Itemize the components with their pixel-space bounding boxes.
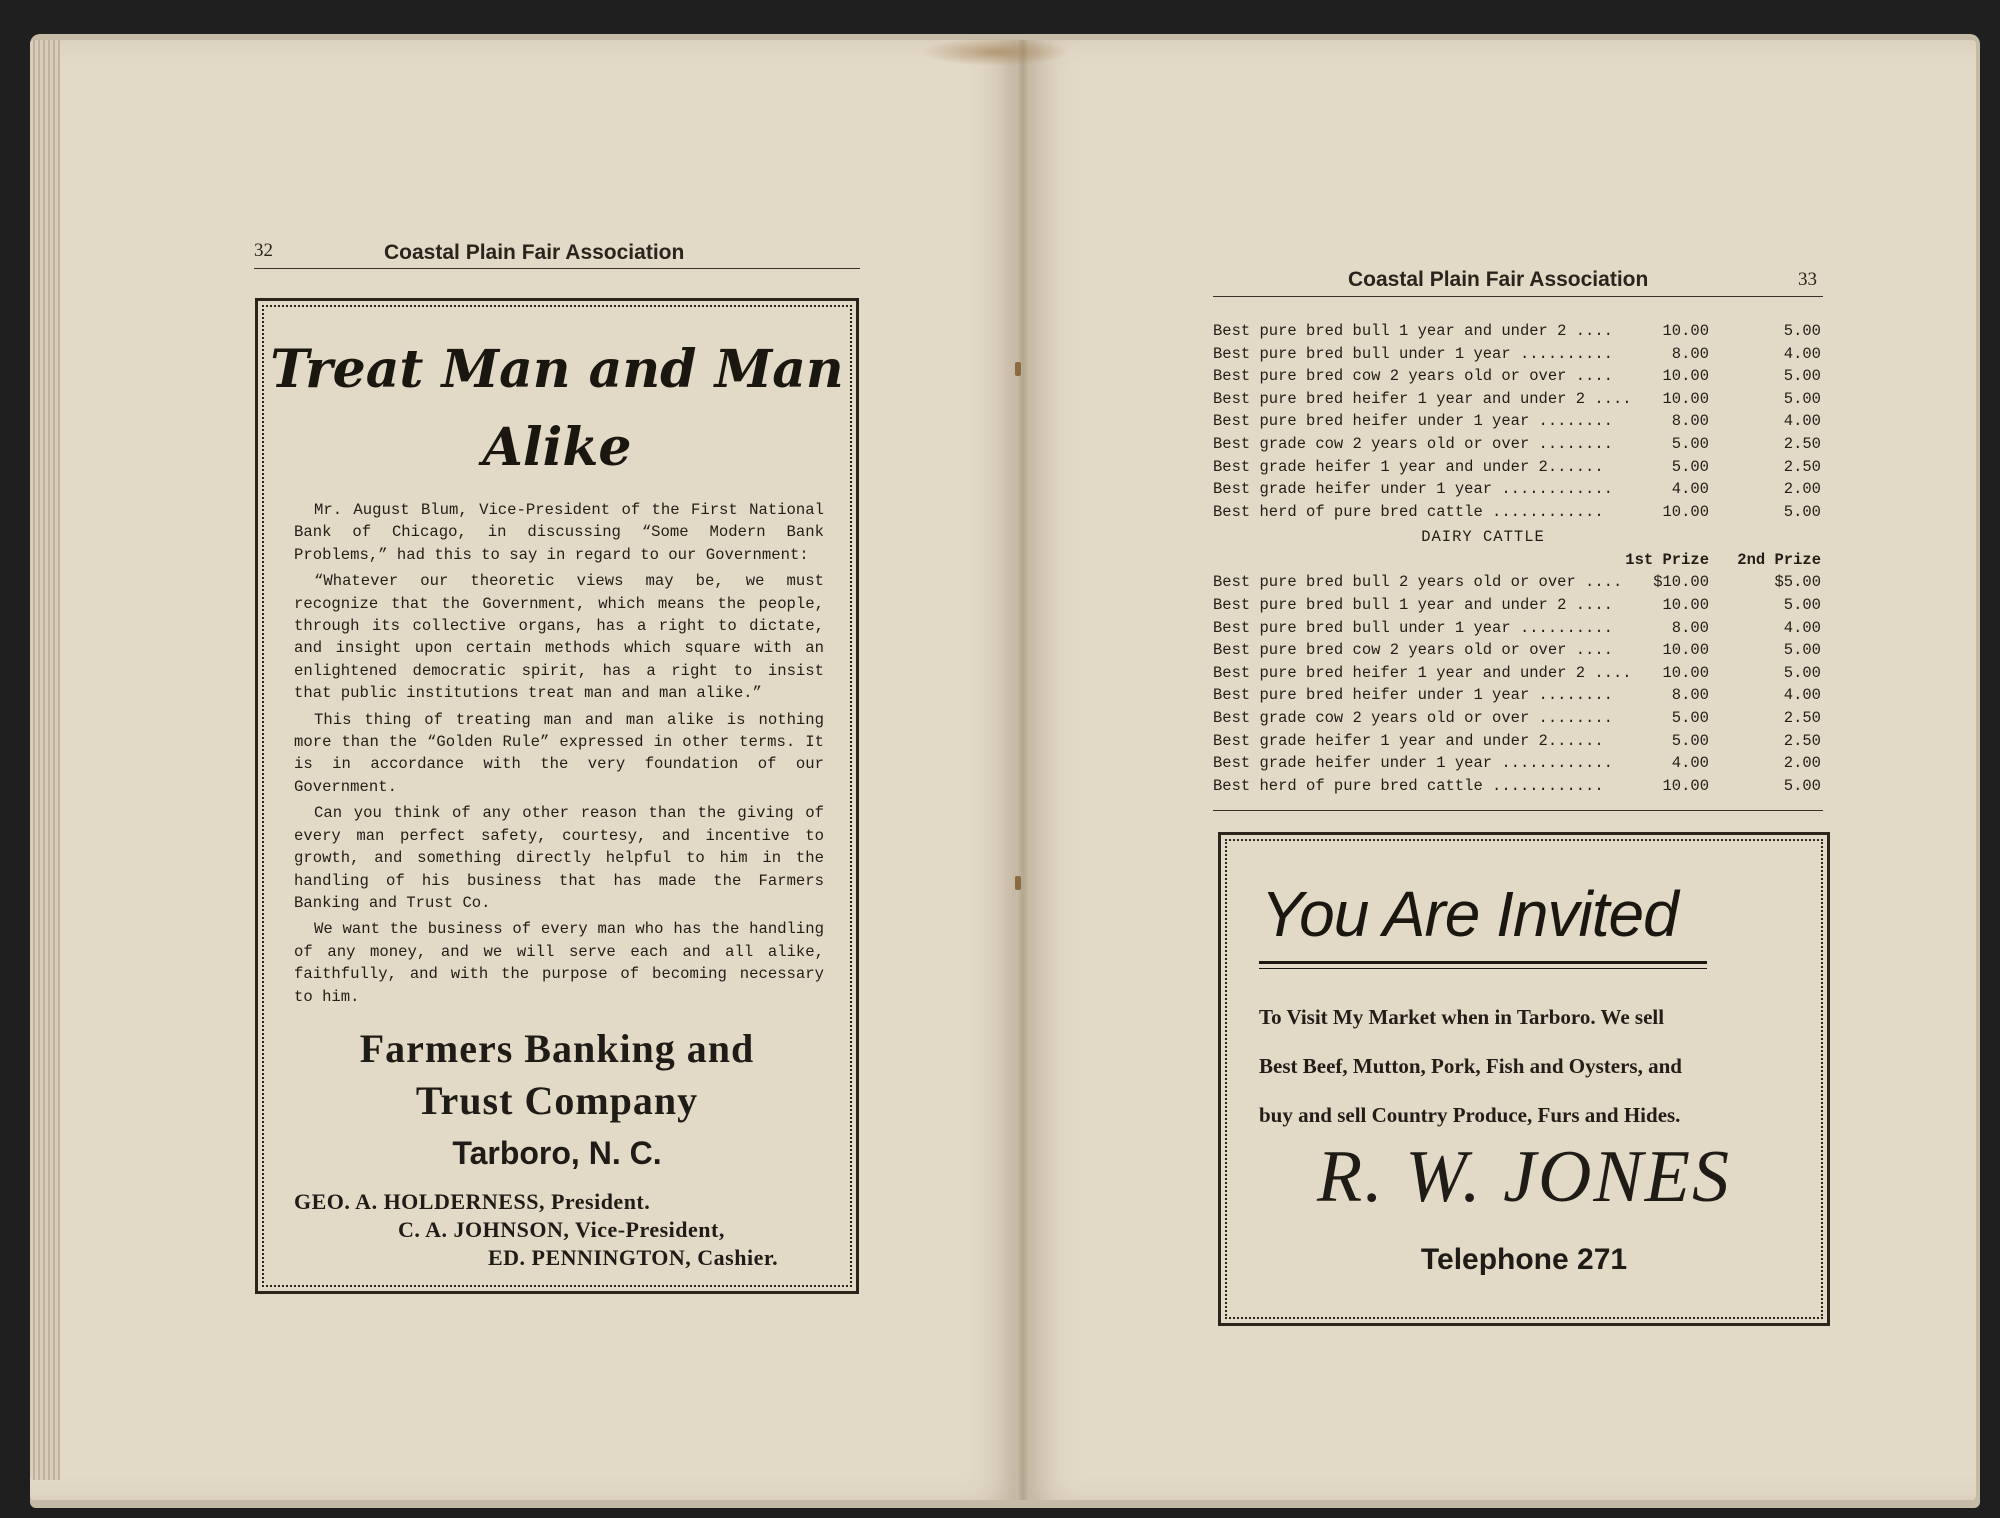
prize-row bbox=[1213, 501, 1823, 524]
second-prize-value: 5.00 bbox=[1783, 776, 1821, 795]
officer-cashier: ED. PENNINGTON, Cashier. bbox=[488, 1245, 779, 1270]
prize-description: Best pure bred bull under 1 year .......... bbox=[1213, 618, 1613, 637]
prize-description: Best pure bred bull under 1 year .......... bbox=[1213, 344, 1613, 363]
market-advertisement bbox=[1218, 832, 1830, 1326]
first-prize-value: 10.00 bbox=[1662, 367, 1709, 386]
prize-description: Best pure bred cow 2 years old or over .... bbox=[1213, 641, 1613, 660]
second-prize-value: 5.00 bbox=[1783, 502, 1821, 521]
prize-row bbox=[1213, 707, 1823, 730]
bank-city: Tarboro, N. C. bbox=[452, 1135, 662, 1171]
second-prize-value: 5.00 bbox=[1783, 367, 1821, 386]
first-prize-value: 5.00 bbox=[1671, 731, 1709, 750]
bank-name-line: Trust Company bbox=[415, 1078, 699, 1123]
ad-text-line: Best Beef, Mutton, Pork, Fish and Oysters, and bbox=[1259, 1054, 1682, 1078]
first-prize-header: 1st Prize bbox=[1625, 551, 1709, 570]
first-prize-value: 10.00 bbox=[1662, 641, 1709, 660]
second-prize-value: 5.00 bbox=[1783, 389, 1821, 408]
prize-description: Best grade heifer 1 year and under 2...... bbox=[1213, 731, 1604, 750]
prize-description: Best pure bred heifer 1 year and under 2 .... bbox=[1213, 663, 1632, 682]
first-prize-value: 10.00 bbox=[1662, 389, 1709, 408]
prize-description: Best grade cow 2 years old or over ........ bbox=[1213, 708, 1613, 727]
second-prize-value: 2.00 bbox=[1783, 754, 1821, 773]
binding-staple bbox=[1015, 876, 1021, 890]
prize-row bbox=[1213, 752, 1823, 775]
prize-description: Best pure bred heifer under 1 year ........ bbox=[1213, 412, 1613, 431]
second-prize-value: 2.50 bbox=[1783, 708, 1821, 727]
prize-row bbox=[1213, 775, 1823, 798]
second-prize-value: 5.00 bbox=[1783, 595, 1821, 614]
first-prize-value: 4.00 bbox=[1671, 480, 1709, 499]
second-prize-value: 2.00 bbox=[1783, 480, 1821, 499]
table-bottom-rule bbox=[1213, 810, 1823, 811]
ad-headline bbox=[258, 331, 856, 487]
second-prize-value: 2.50 bbox=[1783, 457, 1821, 476]
first-prize-value: 10.00 bbox=[1662, 595, 1709, 614]
prize-table bbox=[1213, 320, 1823, 797]
second-prize-value: 5.00 bbox=[1783, 641, 1821, 660]
headline-line: Treat Man and Man bbox=[270, 339, 844, 400]
prize-row bbox=[1213, 410, 1823, 433]
prize-description: Best grade heifer under 1 year ............ bbox=[1213, 480, 1613, 499]
beef-cattle-rows bbox=[1213, 320, 1823, 523]
left-running-head: Coastal Plain Fair Association bbox=[384, 241, 685, 264]
ad-body bbox=[294, 499, 824, 1012]
telephone: Telephone 271 bbox=[1420, 1243, 1628, 1276]
prize-row bbox=[1213, 456, 1823, 479]
second-prize-value: 5.00 bbox=[1783, 663, 1821, 682]
second-prize-header: 2nd Prize bbox=[1737, 551, 1821, 570]
bank-name bbox=[258, 1023, 856, 1127]
right-page-number: 33 bbox=[1798, 269, 1817, 290]
prize-description: Best grade cow 2 years old or over ........ bbox=[1213, 434, 1613, 453]
prize-description: Best pure bred bull 1 year and under 2 .... bbox=[1213, 322, 1613, 340]
first-prize-value: 10.00 bbox=[1662, 322, 1709, 340]
section-title: DAIRY CATTLE bbox=[1421, 528, 1545, 547]
page-edges bbox=[30, 40, 60, 1480]
prize-row bbox=[1213, 639, 1823, 662]
officer-president: GEO. A. HOLDERNESS, President. bbox=[294, 1189, 651, 1214]
prize-row bbox=[1213, 388, 1823, 411]
officer-vice-president: C. A. JOHNSON, Vice-President, bbox=[398, 1217, 725, 1242]
ad-text-line: buy and sell Country Produce, Furs and Hides. bbox=[1259, 1103, 1681, 1127]
first-prize-value: 8.00 bbox=[1671, 618, 1709, 637]
second-prize-value: 5.00 bbox=[1783, 322, 1821, 340]
ad-text bbox=[1259, 993, 1803, 1140]
headline-underline bbox=[1259, 961, 1707, 964]
first-prize-value: $10.00 bbox=[1653, 573, 1709, 592]
left-page-number: 32 bbox=[254, 240, 273, 261]
first-prize-value: 10.00 bbox=[1662, 776, 1709, 795]
bank-advertisement bbox=[255, 298, 859, 1294]
prize-row bbox=[1213, 617, 1823, 640]
headline-line: Alike bbox=[482, 417, 632, 478]
prize-description: Best pure bred bull 1 year and under 2 .... bbox=[1213, 595, 1613, 614]
prize-row bbox=[1213, 571, 1823, 594]
prize-description: Best herd of pure bred cattle ............ bbox=[1213, 502, 1604, 521]
first-prize-value: 10.00 bbox=[1662, 663, 1709, 682]
ad-text-line: To Visit My Market when in Tarboro. We sell bbox=[1259, 1005, 1665, 1029]
header-rule bbox=[254, 268, 860, 269]
ad-paragraph: Can you think of any other reason than the giving of every man perfect safety, courtesy, and incentive to growth, and something directly helpful to him in the handling of his business that has made the Farmers Banking and Trust Co. bbox=[294, 804, 824, 912]
prize-description: Best herd of pure bred cattle ............ bbox=[1213, 776, 1604, 795]
prize-description: Best pure bred heifer 1 year and under 2 .... bbox=[1213, 389, 1632, 408]
first-prize-value: 5.00 bbox=[1671, 708, 1709, 727]
prize-row bbox=[1213, 684, 1823, 707]
second-prize-value: 4.00 bbox=[1783, 618, 1821, 637]
book-gutter bbox=[1016, 40, 1030, 1500]
prize-row bbox=[1213, 478, 1823, 501]
header-rule bbox=[1213, 296, 1823, 297]
prize-row bbox=[1213, 365, 1823, 388]
ad-paragraph: This thing of treating man and man alike is nothing more than the “Golden Rule” expressed in other terms. It is in accordance with the very foundation of our Government. bbox=[294, 710, 824, 796]
prize-row bbox=[1213, 730, 1823, 753]
right-running-head: Coastal Plain Fair Association bbox=[1348, 268, 1649, 291]
second-prize-value: 4.00 bbox=[1783, 344, 1821, 363]
first-prize-value: 8.00 bbox=[1671, 686, 1709, 705]
prize-description: Best grade heifer under 1 year ............ bbox=[1213, 754, 1613, 773]
ad-paragraph: Mr. August Blum, Vice-President of the First National Bank of Chicago, in discussing “Some Modern Bank Problems,” had this to say in regard to our Government: bbox=[294, 501, 824, 564]
paper-stain bbox=[920, 38, 1070, 66]
owner-name: R. W. JONES bbox=[1317, 1136, 1731, 1218]
second-prize-value: 2.50 bbox=[1783, 434, 1821, 453]
bank-name-line: Farmers Banking and bbox=[359, 1026, 755, 1071]
second-prize-value: 4.00 bbox=[1783, 412, 1821, 431]
prize-description: Best grade heifer 1 year and under 2...... bbox=[1213, 457, 1604, 476]
prize-description: Best pure bred bull 2 years old or over .... bbox=[1213, 573, 1623, 592]
first-prize-value: 4.00 bbox=[1671, 754, 1709, 773]
first-prize-value: 8.00 bbox=[1671, 344, 1709, 363]
prize-row bbox=[1213, 433, 1823, 456]
prize-row bbox=[1213, 594, 1823, 617]
headline-underline bbox=[1259, 968, 1707, 969]
second-prize-value: 2.50 bbox=[1783, 731, 1821, 750]
ad-headline: You Are Invited bbox=[1261, 878, 1678, 950]
first-prize-value: 5.00 bbox=[1671, 457, 1709, 476]
binding-staple bbox=[1015, 362, 1021, 376]
prize-column-headers bbox=[1213, 549, 1823, 571]
ad-paragraph: “Whatever our theoretic views may be, we must recognize that the Government, which means the people, through its collective organs, has a right to dictate, and insight upon certain methods which square with an enlightened democratic spirit, has a right to insist that public institutions treat man and man alike.” bbox=[294, 572, 824, 703]
prize-row bbox=[1213, 662, 1823, 685]
dairy-cattle-rows bbox=[1213, 571, 1823, 797]
ad-paragraph: We want the business of every man who has the handling of any money, and we will serve each and all alike, faithfully, and with the purpose of becoming necessary to him. bbox=[294, 920, 824, 1006]
prize-description: Best pure bred cow 2 years old or over .... bbox=[1213, 367, 1613, 386]
prize-row bbox=[1213, 343, 1823, 366]
first-prize-value: 5.00 bbox=[1671, 434, 1709, 453]
first-prize-value: 8.00 bbox=[1671, 412, 1709, 431]
second-prize-value: 4.00 bbox=[1783, 686, 1821, 705]
prize-description: Best pure bred heifer under 1 year ........ bbox=[1213, 686, 1613, 705]
second-prize-value: $5.00 bbox=[1774, 573, 1821, 592]
first-prize-value: 10.00 bbox=[1662, 502, 1709, 521]
prize-row bbox=[1213, 320, 1823, 343]
